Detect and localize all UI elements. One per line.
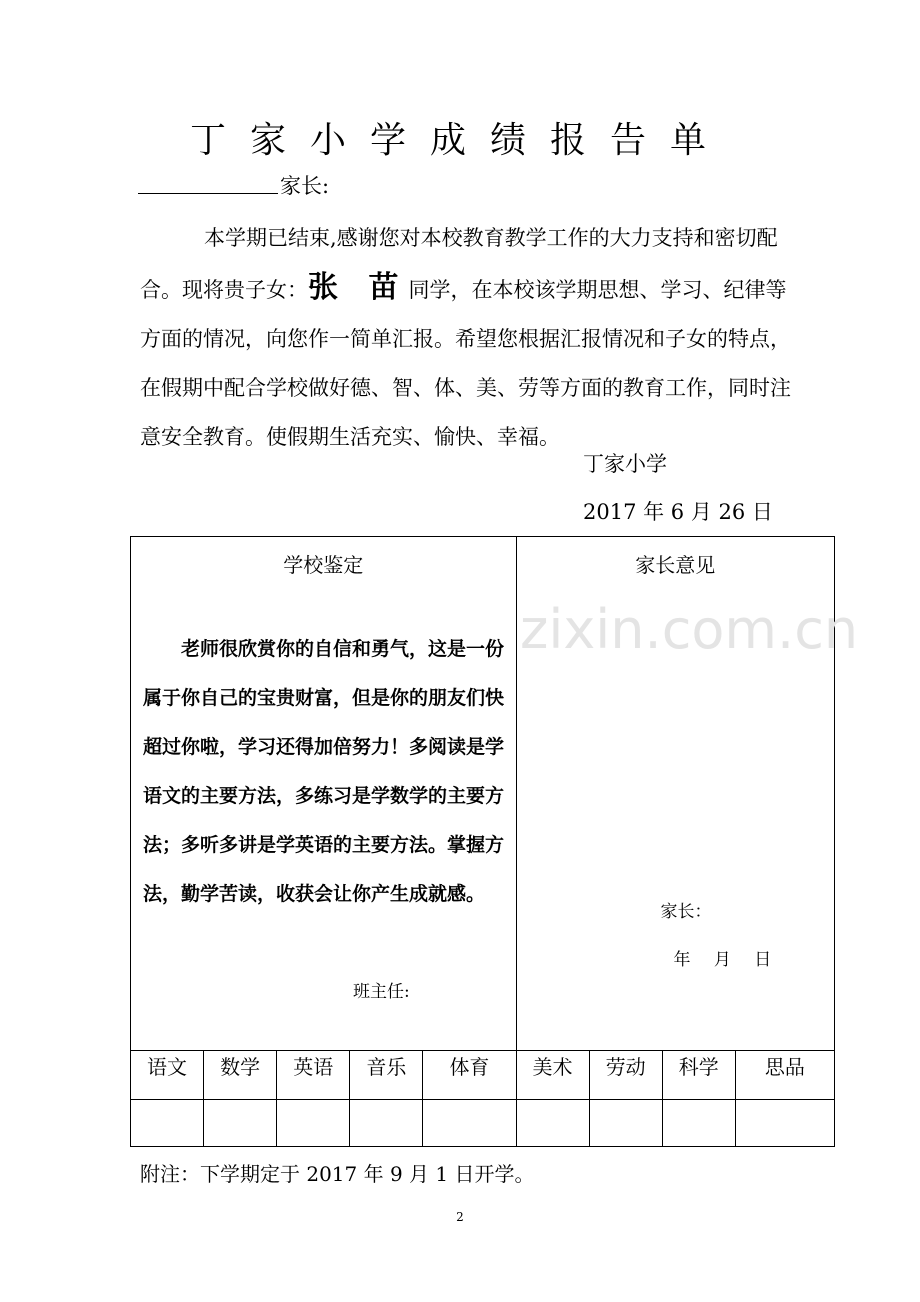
footnote: 附注：下学期定于 2017 年 9 月 1 日开学。 xyxy=(140,1162,535,1186)
report-title: 丁家小学成绩报告单 xyxy=(189,120,730,161)
salutation: 家长: xyxy=(280,174,330,198)
grade-cell xyxy=(662,1100,735,1147)
subject-cell: 语文 xyxy=(131,1051,204,1100)
parent-name-blank xyxy=(138,193,278,194)
parent-signature-label: 家长： xyxy=(660,902,712,922)
grade-cell xyxy=(423,1100,516,1147)
grade-cell xyxy=(277,1100,350,1147)
parent-opinion-header: 家长意见 xyxy=(635,553,716,577)
subject-cell: 思品 xyxy=(735,1051,834,1100)
subject-header-row xyxy=(131,1051,835,1100)
letter-part2: 同学，在本校该学期思想、学习、纪律等方面的情况，向您作一简单汇报。希望您根据汇报情况和子女的特点，在假期中配合学校做好德、智、体、美、劳等方面的教育工作，同时注意安全教育。使假期生活充实、愉快、幸福。 xyxy=(140,278,791,449)
teacher-comment xyxy=(143,625,508,919)
school-signature: 丁家小学 xyxy=(583,452,667,476)
subject-cell: 美术 xyxy=(516,1051,589,1100)
school-evaluation-cell xyxy=(131,537,517,1051)
subject-cell: 劳动 xyxy=(589,1051,662,1100)
grade-cell xyxy=(735,1100,834,1147)
letter-part1: 本学期已结束,感谢您对本校教育教学工作的大力支持和密切配合。现将贵子女： xyxy=(140,226,778,302)
teacher-signature-label: 班主任: xyxy=(353,982,410,1002)
report-date: 2017 年 6 月 26 日 xyxy=(583,500,773,524)
teacher-comment-text: 老师很欣赏你的自信和勇气，这是一份属于你自己的宝贵财富，但是你的朋友们快超过你啦，学习还得加倍努力！多阅读是学语文的主要方法，多练习是学数学的主要方法；多听多讲是学英语的主要方法。掌握方法，勤学苦读，收获会让你产生成就感。 xyxy=(143,638,505,905)
subject-cell: 科学 xyxy=(662,1051,735,1100)
subject-cell: 体育 xyxy=(423,1051,516,1100)
subject-cell: 数学 xyxy=(204,1051,277,1100)
grade-row xyxy=(131,1100,835,1147)
letter-paragraph xyxy=(140,214,800,462)
subject-cell: 音乐 xyxy=(350,1051,423,1100)
subject-cell: 英语 xyxy=(277,1051,350,1100)
student-name: 张 苗 xyxy=(308,270,409,305)
school-evaluation-header: 学校鉴定 xyxy=(283,553,364,577)
grade-cell xyxy=(131,1100,204,1147)
grade-cell xyxy=(589,1100,662,1147)
grade-cell xyxy=(204,1100,277,1147)
watermark: zixin.com.cn xyxy=(520,598,859,661)
grade-cell xyxy=(350,1100,423,1147)
page-number: 2 xyxy=(456,1210,464,1224)
parent-date-label: 年 月 日 xyxy=(673,950,772,970)
letter-body xyxy=(140,214,800,462)
grade-cell xyxy=(516,1100,589,1147)
